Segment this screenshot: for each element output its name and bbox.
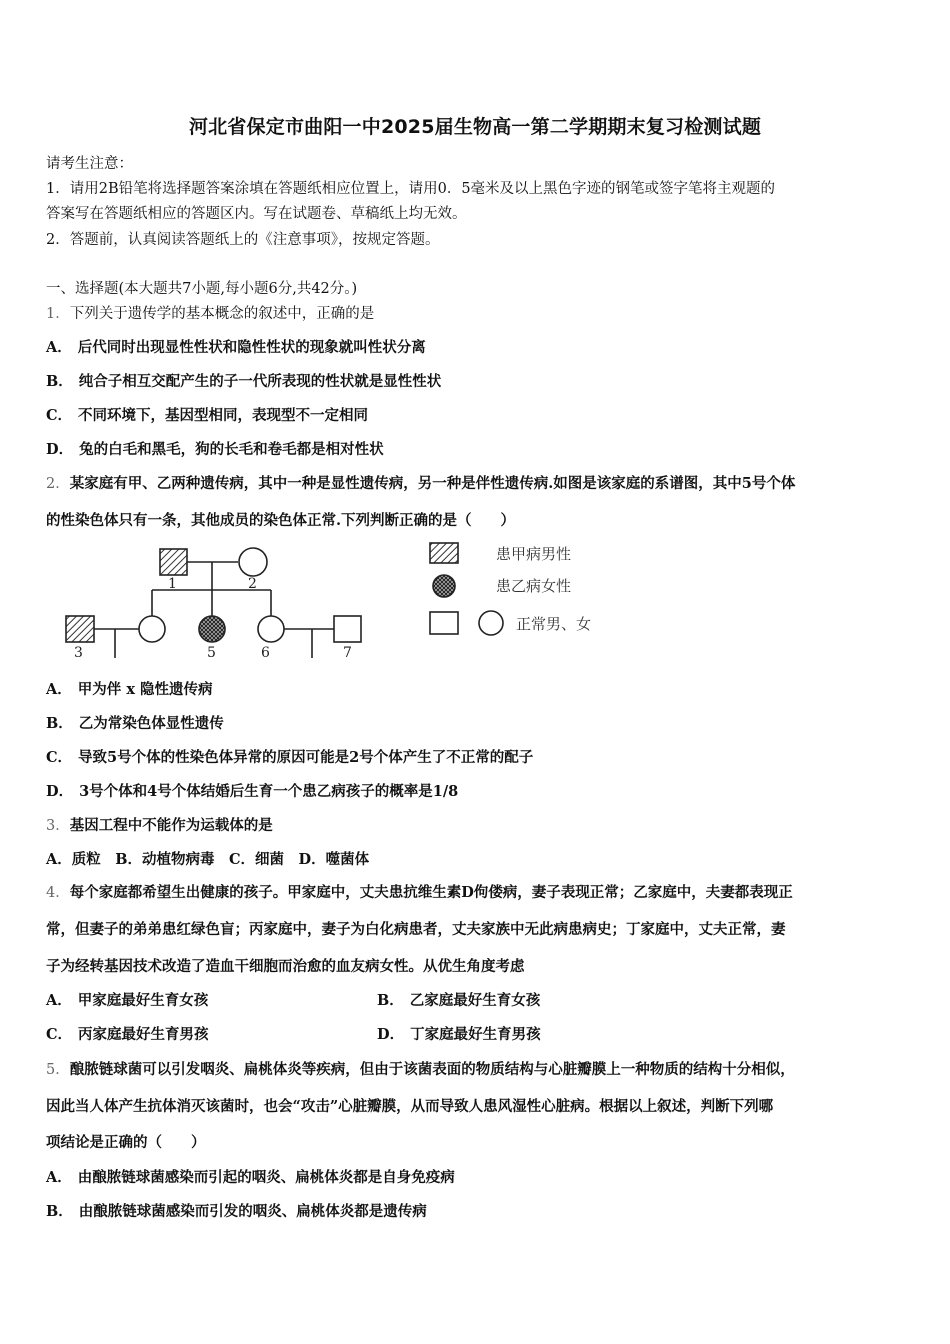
- option-text: 丁家庭最好生育男孩: [410, 1026, 541, 1043]
- individual-7-normal-male: [334, 616, 361, 642]
- q3-options: A．质粒 B．动植物病毒 C．细菌 D．噬菌体: [46, 851, 370, 868]
- q2-option-a: [46, 678, 213, 699]
- question-4-line-2: 常，但妻子的弟弟患红绿色盲；丙家庭中，妻子为白化病患者，丈夫家族中无此病患病史；丁家庭中，丈夫正常，妻: [46, 921, 786, 938]
- option-label: A．: [46, 1169, 72, 1186]
- label-1: 1: [168, 576, 177, 592]
- question-number: 1．: [46, 306, 70, 322]
- option-text: 丙家庭最好生育男孩: [78, 1026, 209, 1043]
- q1-option-d: [46, 438, 384, 459]
- individual-5-affected-female: [199, 616, 225, 642]
- option-text: 导致5号个体的性染色体异常的原因可能是2号个体产生了不正常的配子: [78, 749, 534, 766]
- pedigree-chart: [60, 540, 640, 660]
- question-number: 5．: [46, 1062, 70, 1078]
- notice-item-1-line-2: 答案写在答题纸相应的答题区内。写在试题卷、草稿纸上均无效。: [46, 206, 467, 222]
- option-label: D．: [46, 783, 74, 800]
- label-2: 2: [248, 576, 257, 592]
- option-label: B．: [46, 373, 73, 390]
- legend-normal-male-icon: [430, 612, 458, 634]
- legend-affected-b-female: 患乙病女性: [496, 577, 572, 595]
- individual-3-affected-male: [66, 616, 94, 642]
- option-text: 不同环境下，基因型相同，表现型不一定相同: [78, 407, 369, 424]
- label-5: 5: [207, 645, 216, 660]
- option-label: C．: [46, 407, 73, 424]
- question-number: 3．: [46, 818, 70, 834]
- individual-1-affected-male: [160, 549, 187, 575]
- question-4-line-3: 子为经转基因技术改造了造血干细胞而治愈的血友病女性。从优生角度考虑: [46, 958, 525, 975]
- option-text: 3号个体和4号个体结婚后生育一个患乙病孩子的概率是1/8: [79, 783, 459, 800]
- legend-affected-b-female-icon: [433, 575, 455, 597]
- question-5-line-2: 因此当人体产生抗体消灭该菌时，也会“攻击”心脏瓣膜，从而导致人患风湿性心脏病。根据以上叙述，判断下列哪: [46, 1098, 774, 1115]
- option-text: 由酿脓链球菌感染而引发的咽炎、扁桃体炎都是遗传病: [78, 1203, 427, 1220]
- individual-2-normal-female: [239, 548, 267, 576]
- individual-4-normal-female: [139, 616, 165, 642]
- question-3: [46, 814, 273, 835]
- option-label: C．: [46, 1026, 73, 1043]
- notice-item-1-line-1: 1．请用2B铅笔将选择题答案涂填在答题纸相应位置上，请用0．5毫米及以上黑色字迹的钢笔或签字笔将主观题的: [46, 181, 776, 197]
- option-text: 乙为常染色体显性遗传: [78, 715, 224, 732]
- question-stem: 每个家庭都希望生出健康的孩子。甲家庭中，丈夫患抗维生素D佝偻病，妻子表现正常；乙家庭中，夫妻都表现正: [69, 884, 793, 901]
- legend-affected-a-male: 患甲病男性: [496, 545, 572, 563]
- option-label: D．: [377, 1026, 405, 1043]
- option-text: 纯合子相互交配产生的子一代所表现的性状就是显性性状: [78, 373, 442, 390]
- option-text: 乙家庭最好生育女孩: [409, 992, 541, 1009]
- option-label: B．: [46, 1203, 73, 1220]
- q1-option-b: [46, 370, 441, 391]
- option-label: C．: [46, 749, 73, 766]
- question-stem: 某家庭有甲、乙两种遗传病，其中一种是显性遗传病，另一种是伴性遗传病.如图是该家庭的系谱图，其中5号个体: [69, 475, 796, 492]
- q1-option-a: [46, 336, 426, 357]
- notice-heading: 请考生注意：: [46, 156, 133, 172]
- q2-option-c: [46, 746, 533, 767]
- q4-option-d: [377, 1023, 541, 1044]
- option-label: B．: [46, 715, 73, 732]
- q4-option-c: [46, 1023, 209, 1044]
- question-5-line-3: 项结论是正确的（ ）: [46, 1134, 206, 1151]
- legend-normal: 正常男、女: [516, 615, 592, 633]
- q2-option-b: [46, 712, 224, 733]
- page-title: 河北省保定市曲阳一中2025届生物高一第二学期期末复习检测试题: [188, 116, 762, 138]
- option-label: D．: [46, 441, 74, 458]
- question-1: [46, 302, 374, 323]
- legend-affected-a-male-icon: [430, 543, 458, 563]
- question-2-line-1: [46, 472, 795, 493]
- question-number: 4．: [46, 885, 70, 901]
- option-label: A．: [46, 339, 72, 356]
- individual-6-normal-female: [258, 616, 284, 642]
- question-4-line-1: [46, 881, 793, 902]
- option-label: A．: [46, 992, 72, 1009]
- option-text: 后代同时出现显性性状和隐性性状的现象就叫性状分离: [77, 339, 426, 356]
- notice-item-2: 2．答题前，认真阅读答题纸上的《注意事项》，按规定答题。: [46, 232, 440, 248]
- option-text: 甲为伴 x 隐性遗传病: [77, 681, 213, 698]
- legend-normal-female-icon: [479, 611, 503, 635]
- q5-option-a: [46, 1166, 455, 1187]
- option-label: A．: [46, 681, 72, 698]
- q5-option-b: [46, 1200, 427, 1221]
- pedigree-lines: [94, 562, 334, 658]
- q4-option-b: [377, 989, 540, 1010]
- label-6: 6: [261, 645, 270, 660]
- question-5-line-1: [46, 1058, 795, 1079]
- question-stem: 下列关于遗传学的基本概念的叙述中，正确的是: [69, 306, 375, 322]
- option-label: B．: [377, 992, 404, 1009]
- q4-option-a: [46, 989, 208, 1010]
- q1-option-c: [46, 404, 368, 425]
- label-3: 3: [74, 645, 83, 660]
- q2-option-d: [46, 780, 458, 801]
- section-heading: 一、选择题(本大题共7小题,每小题6分,共42分。): [46, 281, 358, 297]
- question-2-line-2: 的性染色体只有一条，其他成员的染色体正常.下列判断正确的是（ ）: [46, 512, 516, 529]
- option-text: 甲家庭最好生育女孩: [77, 992, 209, 1009]
- question-stem: 酿脓链球菌可以引发咽炎、扁桃体炎等疾病，但由于该菌表面的物质结构与心脏瓣膜上一种物质的结构十分相似，: [69, 1061, 795, 1078]
- label-7: 7: [343, 645, 352, 660]
- question-number: 2．: [46, 476, 70, 492]
- question-stem: 基因工程中不能作为运载体的是: [69, 817, 273, 834]
- option-text: 兔的白毛和黑毛，狗的长毛和卷毛都是相对性状: [79, 441, 384, 458]
- option-text: 由酿脓链球菌感染而引起的咽炎、扁桃体炎都是自身免疫病: [77, 1169, 455, 1186]
